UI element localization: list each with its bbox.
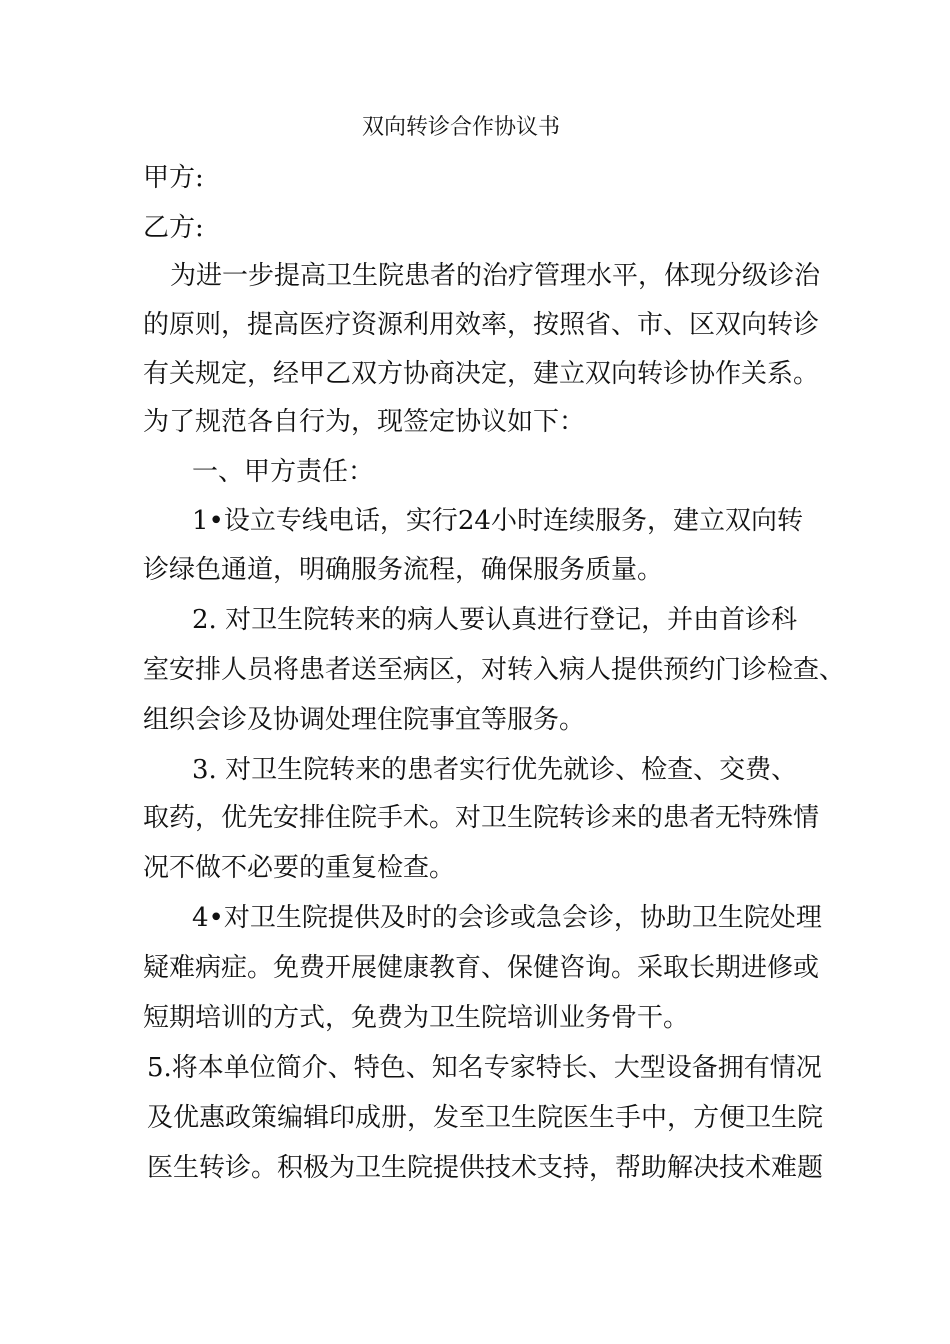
clause-line: 室安排人员将患者送至病区，对转入病人提供预约门诊检查、 [143,655,846,685]
clause-line: 短期培训的方式，免费为卫生院培训业务骨干。 [143,1003,690,1033]
clause-line: 2. 对卫生院转来的病人要认真进行登记，并由首诊科 [192,605,798,635]
party-b-label: 乙方: [143,213,204,243]
preamble-line: 有关规定，经甲乙双方协商决定，建立双向转诊协作关系。 [143,359,820,389]
clause-line: 取药，优先安排住院手术。对卫生院转诊来的患者无特殊情 [143,803,820,833]
preamble-line: 为了规范各自行为，现签定协议如下： [143,407,586,437]
clause-line: 及优惠政策编辑印成册，发至卫生院医生手中，方便卫生院 [147,1103,824,1133]
clause-line: 医生转诊。积极为卫生院提供技术支持，帮助解决技术难题 [147,1153,824,1183]
preamble-line: 为进一步提高卫生院患者的治疗管理水平，体现分级诊治 [170,261,821,291]
clause-line: 1•设立专线电话，实行24小时连续服务，建立双向转 [192,506,803,536]
clause-line: 疑难病症。免费开展健康教育、保健咨询。采取长期进修或 [143,953,820,983]
clause-line: 组织会诊及协调处理住院事宜等服务。 [143,705,586,735]
clause-line: 5.将本单位简介、特色、知名专家特长、大型设备拥有情况 [147,1053,822,1083]
clause-line: 况不做不必要的重复检查。 [143,853,456,883]
party-a-label: 甲方: [143,163,204,193]
document-title: 双向转诊合作协议书 [362,115,561,140]
preamble-line: 的原则，提高医疗资源利用效率，按照省、市、区双向转诊 [143,310,820,340]
clause-line: 4•对卫生院提供及时的会诊或急会诊，协助卫生院处理 [192,903,822,933]
clause-line: 3. 对卫生院转来的患者实行优先就诊、检查、交费、 [192,755,798,785]
clause-line: 诊绿色通道，明确服务流程，确保服务质量。 [143,555,664,585]
section-heading: 一、甲方责任： [192,457,375,487]
